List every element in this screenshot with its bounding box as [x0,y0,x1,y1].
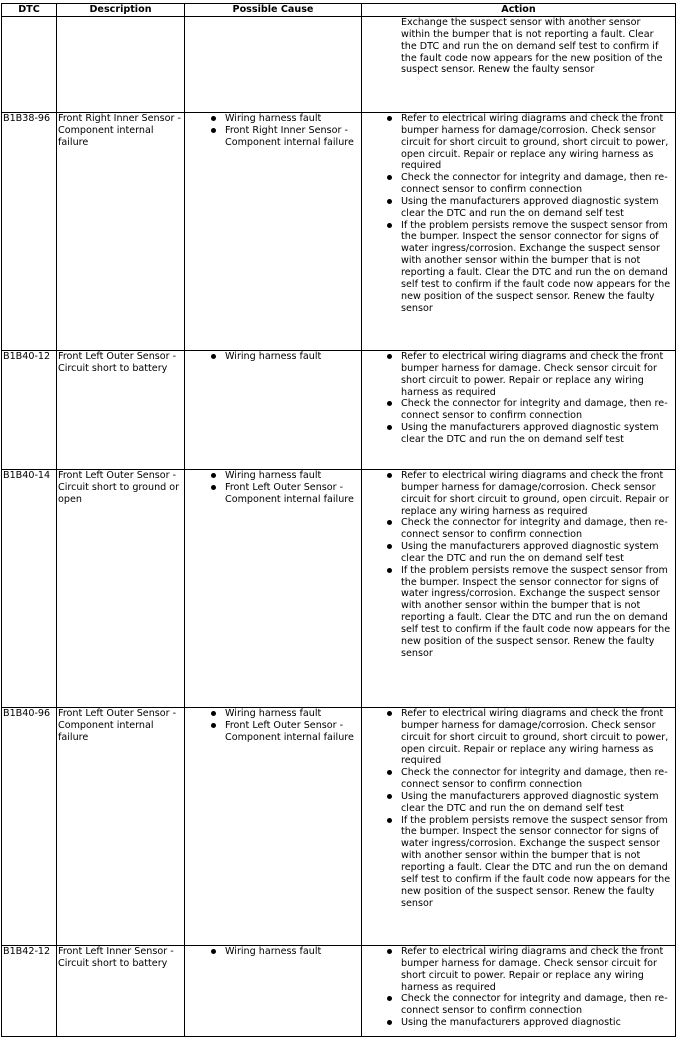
table-row [2,708,676,946]
cause-cell [185,351,362,470]
description: Front Left Outer Sensor - Circuit short to battery [57,351,185,470]
list-item: Wiring harness fault [225,351,359,363]
dtc-cell [2,17,57,113]
cause-list [185,351,361,363]
description: Front Left Outer Sensor - Circuit short to ground or open [57,470,185,708]
table-row [2,351,676,470]
list-item: Front Left Outer Sensor - Component internal failure [225,482,359,506]
dtc-code: B1B40-12 [2,351,57,470]
header-description: Description [57,4,185,17]
dtc-code: B1B40-14 [2,470,57,708]
cause-list [185,470,361,506]
list-item: Check the connector for integrity and damage, then re-connect sensor to confirm connection [401,398,672,422]
cause-cell [185,946,362,1037]
list-item: Refer to electrical wiring diagrams and check the front bumper harness for damage. Check sensor circuit for short circuit to power. Repair or replace any wiring harness as required [401,946,672,993]
table-row [2,470,676,708]
description-cell [57,17,185,113]
list-item: Wiring harness fault [225,946,359,958]
table-row-continued [2,17,676,113]
action-cell [362,470,676,708]
list-item: Refer to electrical wiring diagrams and check the front bumper harness for damage/corrosion. Check sensor circuit for short circuit to ground, short circuit to power, open circuit. Repair or replace any wiring harness as required [401,113,672,172]
list-item: Check the connector for integrity and damage, then re-connect sensor to confirm connection [401,172,672,196]
list-item: Check the connector for integrity and damage, then re-connect sensor to confirm connection [401,517,672,541]
list-item: Using the manufacturers approved diagnostic system clear the DTC and run the on demand self test [401,422,672,446]
cause-cell [185,17,362,113]
list-item: Wiring harness fault [225,470,359,482]
header-possible-cause: Possible Cause [185,4,362,17]
action-list [362,946,675,1029]
list-item: Front Right Inner Sensor - Component internal failure [225,125,359,149]
list-item: Using the manufacturers approved diagnostic system clear the DTC and run the on demand self test [401,791,672,815]
action-list [362,708,675,909]
list-item: Check the connector for integrity and damage, then re-connect sensor to confirm connection [401,993,672,1017]
list-item: Wiring harness fault [225,113,359,125]
list-item: Using the manufacturers approved diagnostic system clear the DTC and run the on demand self test [401,541,672,565]
dtc-table [1,3,676,1037]
cause-list [185,708,361,744]
list-item: Check the connector for integrity and damage, then re-connect sensor to confirm connection [401,767,672,791]
list-item: Refer to electrical wiring diagrams and check the front bumper harness for damage/corrosion. Check sensor circuit for short circuit to ground, short circuit to power, open circuit. Repair or replace any wiring harness as required [401,708,672,767]
table-row [2,113,676,351]
description: Front Left Inner Sensor - Circuit short to battery [57,946,185,1037]
list-item: If the problem persists remove the suspect sensor from the bumper. Inspect the sensor connector for signs of water ingress/corrosion. Exchange the suspect sensor with another sensor within the bumper that is not reporting a fault. Clear the DTC and run the on demand self test to confirm if the fault code now appears for the new position of the suspect sensor. Renew the faulty sensor [401,219,671,314]
table-row [2,946,676,1037]
cause-list [185,113,361,149]
list-item: If the problem persists remove the suspect sensor from the bumper. Inspect the sensor connector for signs of water ingress/corrosion. Exchange the suspect sensor with another sensor within the bumper that is not reporting a fault. Clear the DTC and run the on demand self test to confirm if the fault code now appears for the new position of the suspect sensor. Renew the faulty sensor [401,814,671,909]
dtc-code: B1B40-96 [2,708,57,946]
list-item: Wiring harness fault [225,708,359,720]
dtc-code: B1B38-96 [2,113,57,351]
list-item: Refer to electrical wiring diagrams and check the front bumper harness for damage. Check sensor circuit for short circuit to power. Repair or replace any wiring harness as required [401,351,672,398]
list-item: Using the manufacturers approved diagnostic [401,1017,672,1029]
list-item: Using the manufacturers approved diagnostic system clear the DTC and run the on demand self test [401,196,672,220]
cause-cell [185,470,362,708]
action-list [362,470,675,660]
action-cell [362,946,676,1037]
dtc-code: B1B42-12 [2,946,57,1037]
cause-list [185,946,361,958]
action-cell [362,113,676,351]
header-action: Action [362,4,676,17]
action-cell [362,708,676,946]
list-item: Front Left Outer Sensor - Component internal failure [225,720,359,744]
action-continuation: Exchange the suspect sensor with another sensor within the bumper that is not reporting a fault. Clear the DTC and run the on demand self test to confirm if the fault code now appears for the new position of the suspect sensor. Renew the faulty sensor [401,17,663,76]
header-dtc: DTC [2,4,57,17]
action-list [362,351,675,446]
action-cell [362,351,676,470]
header-row [2,4,676,17]
description: Front Right Inner Sensor - Component internal failure [57,113,185,351]
action-cell [362,17,676,113]
action-list [362,113,675,314]
description: Front Left Outer Sensor - Component internal failure [57,708,185,946]
list-item: Refer to electrical wiring diagrams and check the front bumper harness for damage/corrosion. Check sensor circuit for short circuit to ground, open circuit. Repair or replace any wiring harness as required [401,470,672,517]
cause-cell [185,708,362,946]
cause-cell [185,113,362,351]
list-item: If the problem persists remove the suspect sensor from the bumper. Inspect the sensor connector for signs of water ingress/corrosion. Exchange the suspect sensor with another sensor within the bumper that is not reporting a fault. Clear the DTC and run the on demand self test to confirm if the fault code now appears for the new position of the suspect sensor. Renew the faulty sensor [401,564,671,659]
